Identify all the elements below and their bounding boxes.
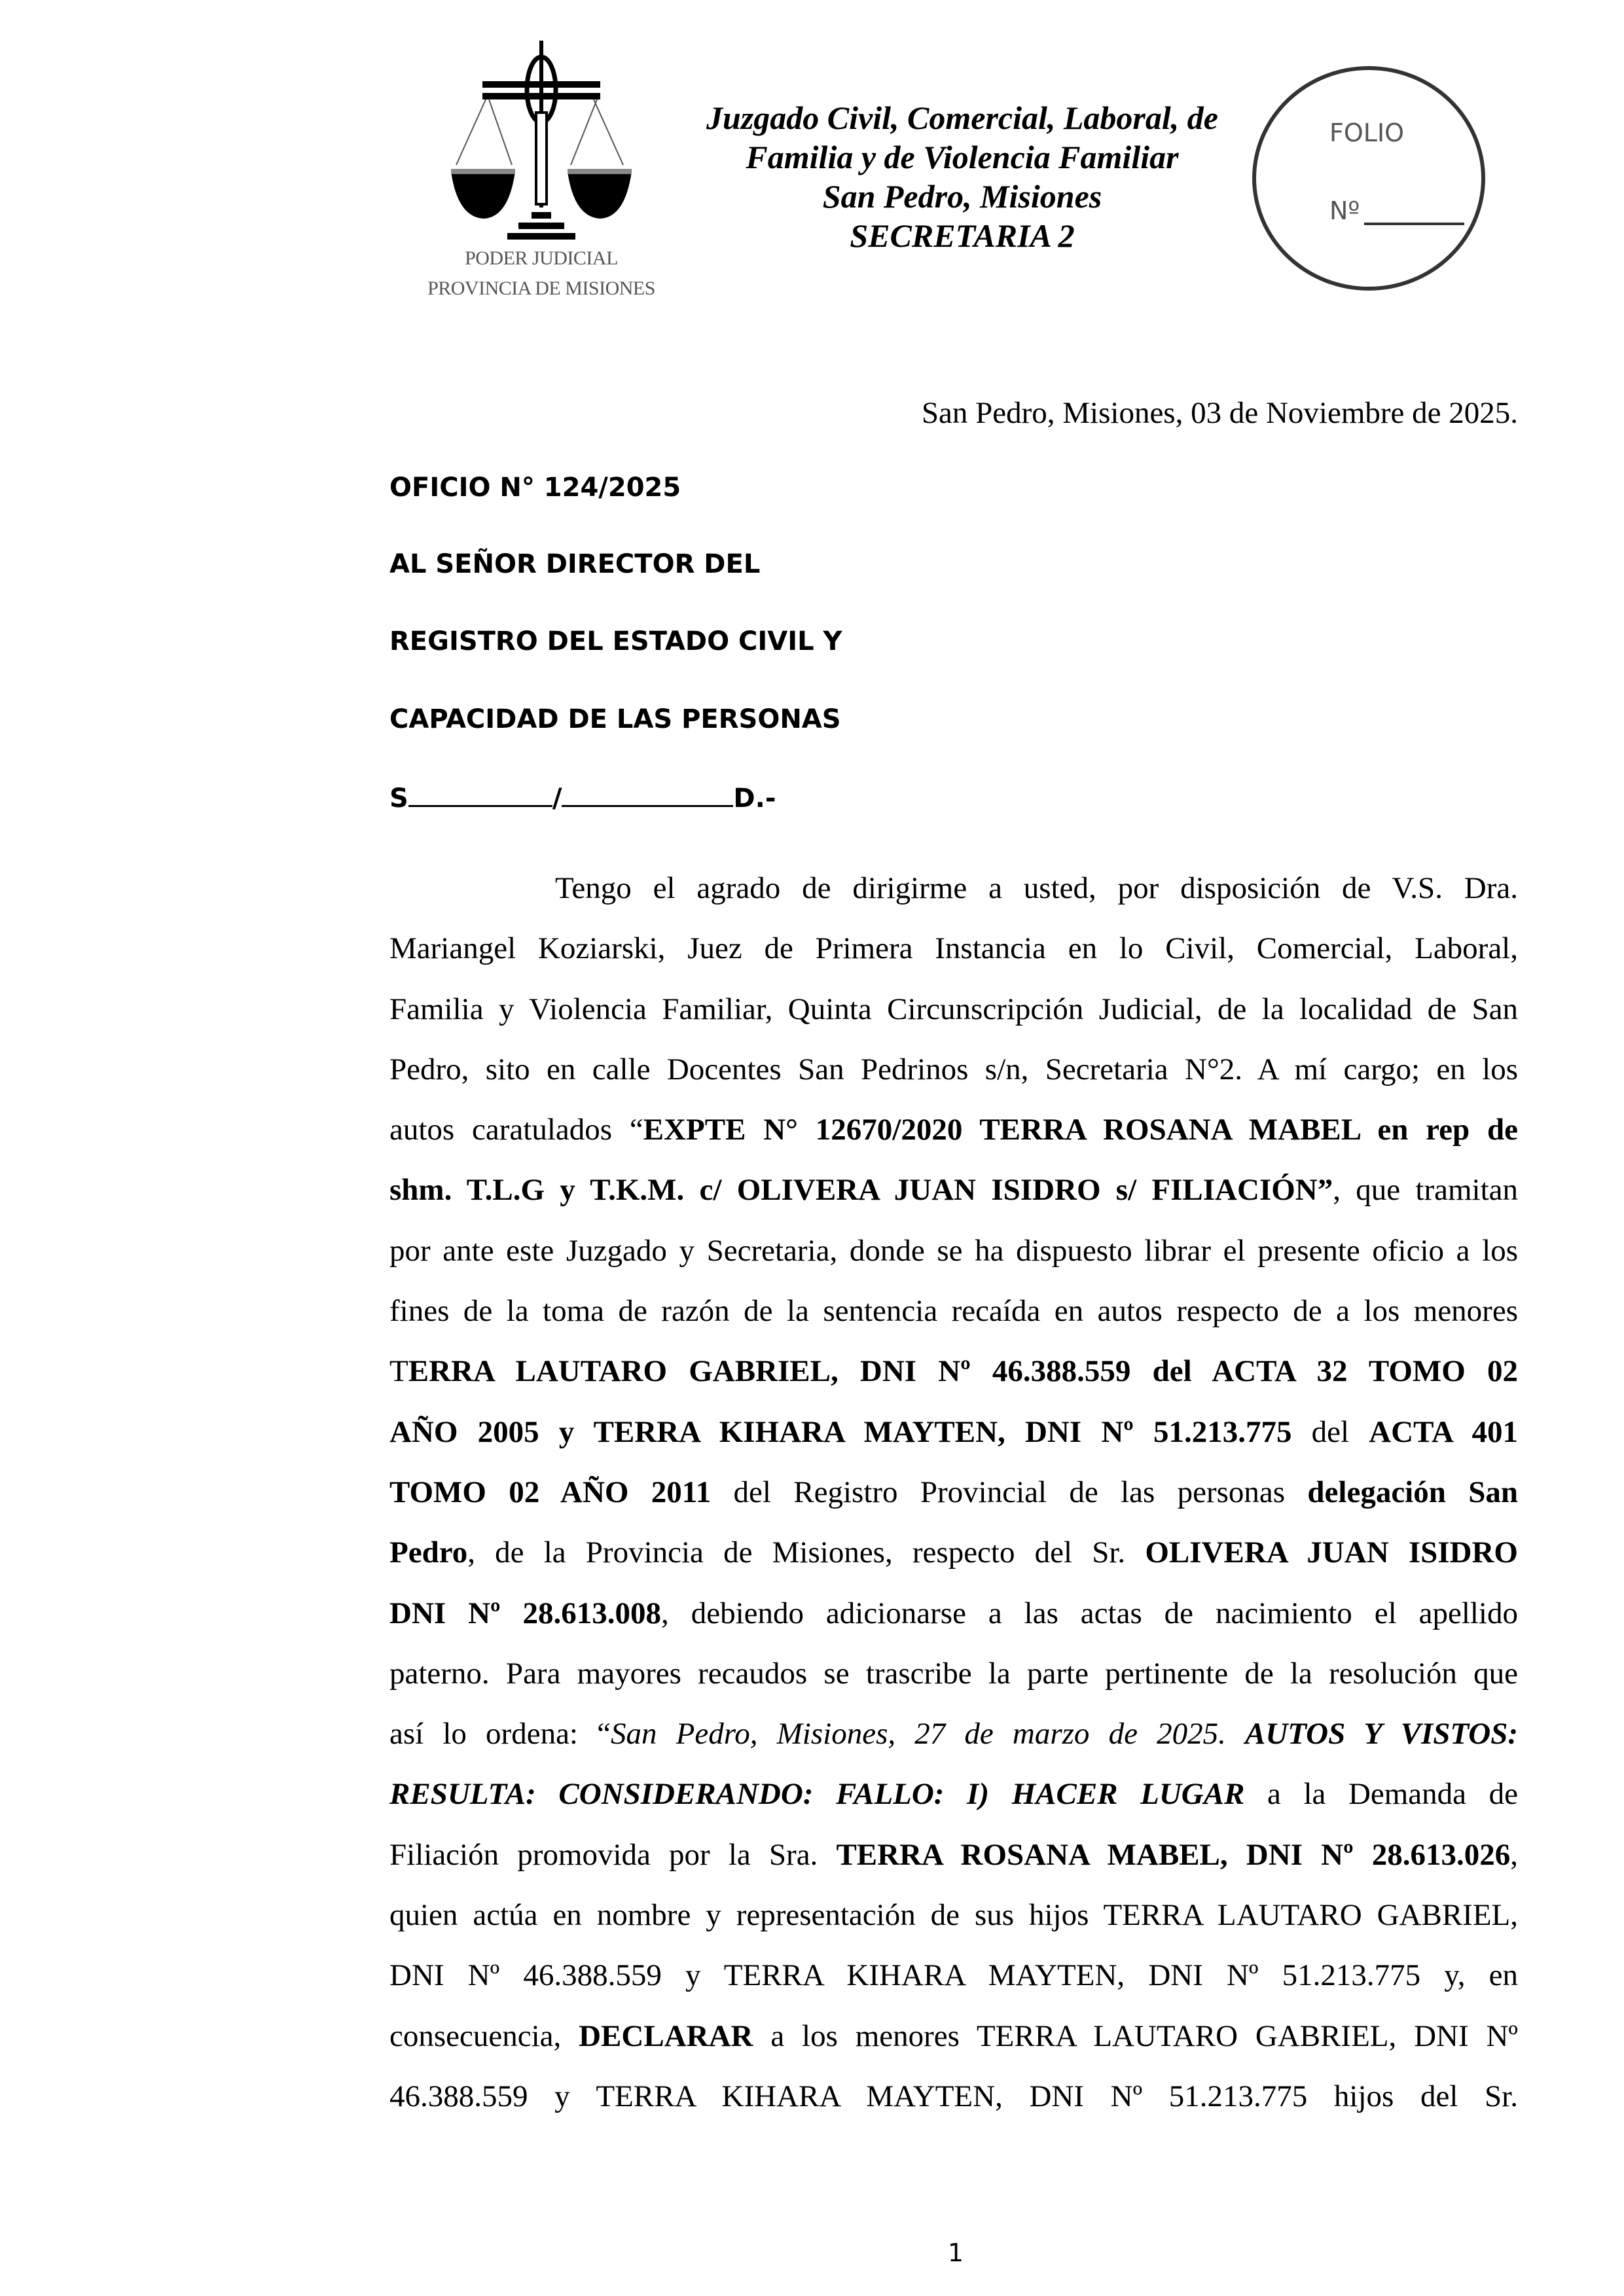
text-segment: delegación San	[1307, 1475, 1518, 1509]
text-segment: OLIVERA JUAN ISIDRO	[1145, 1535, 1518, 1570]
text-segment: AÑO 2005 y TERRA KIHARA MAYTEN, DNI Nº 51.213.775	[389, 1414, 1292, 1449]
body-line	[389, 2073, 1518, 2134]
body-text	[389, 865, 1518, 2134]
court-header	[655, 98, 1270, 255]
addressee-line: REGISTRO DEL ESTADO CIVIL Y	[389, 626, 842, 656]
body-line	[389, 1288, 1518, 1348]
body-line	[389, 1348, 1518, 1408]
text-segment: , debiendo adicionarse a las actas de nacimiento el apellido	[661, 1596, 1518, 1630]
text-segment: , de la Provincia de Misiones, respecto del Sr.	[467, 1535, 1146, 1570]
text-segment: San Pedro, Misiones, 27 de marzo de 2025.	[611, 1717, 1245, 1751]
text-segment: DECLARAR	[579, 2018, 753, 2053]
text-segment: 46.388.559 y TERRA KIHARA MAYTEN, DNI Nº 51.213.775 hijos del Sr.	[389, 2079, 1518, 2113]
body-line	[389, 1892, 1518, 1952]
text-segment: fines de la toma de razón de la sentencia recaída en autos respecto de a los menores	[389, 1294, 1518, 1329]
text-segment: por ante este Juzgado y Secretaria, donde se ha dispuesto librar el presente oficio a los	[389, 1233, 1518, 1268]
body-line	[389, 1832, 1518, 1892]
body-line	[389, 1107, 1518, 1167]
body-line	[389, 2013, 1518, 2073]
body-line	[389, 1167, 1518, 1227]
text-segment: TOMO 02 AÑO 2011	[389, 1475, 712, 1509]
sd-line	[389, 783, 776, 814]
text-segment: , que tramitan	[1333, 1173, 1518, 1208]
body-line	[389, 925, 1518, 986]
folio-stamp	[1252, 66, 1485, 291]
court-name-line: Juzgado Civil, Comercial, Laboral, de	[706, 99, 1218, 136]
text-segment: autos caratulados “	[389, 1113, 643, 1147]
text-segment: así lo ordena: “	[389, 1717, 611, 1751]
text-segment: ACTA 401	[1369, 1414, 1518, 1449]
text-segment: paterno. Para mayores recaudos se trascribe la parte pertinente de la resolución que	[389, 1656, 1518, 1691]
scales-of-justice-icon	[410, 41, 672, 243]
text-segment: a los menores TERRA LAUTARO GABRIEL, DNI Nº	[753, 2018, 1518, 2053]
body-line	[389, 1047, 1518, 1107]
text-segment: DNI Nº 28.613.008	[389, 1596, 662, 1630]
folio-number-label: Nº	[1329, 196, 1360, 225]
body-line	[389, 1590, 1518, 1651]
body-line	[389, 1651, 1518, 1711]
text-segment: ,	[1510, 1837, 1518, 1872]
text-segment: quien actúa en nombre y representación de sus hijos TERRA LAUTARO GABRIEL,	[389, 1898, 1518, 1933]
text-segment: a la Demanda de	[1244, 1777, 1518, 1812]
body-line	[389, 1771, 1518, 1831]
sd-s: S	[389, 783, 408, 814]
logo-text-line1: PODER JUDICIAL	[465, 247, 618, 269]
logo-text-line2: PROVINCIA DE MISIONES	[427, 278, 655, 299]
text-segment: DNI Nº 46.388.559 y TERRA KIHARA MAYTEN, DNI Nº 51.213.775 y, en	[389, 1958, 1518, 1993]
text-segment: RESULTA: CONSIDERANDO: FALLO: I) HACER LUGAR	[389, 1777, 1245, 1812]
date-line: San Pedro, Misiones, 03 de Noviembre de 2025.	[921, 396, 1518, 430]
addressee-line: AL SEÑOR DIRECTOR DEL	[389, 549, 761, 579]
folio-label: FOLIO	[1329, 118, 1405, 147]
text-segment: ERRA LAUTARO GABRIEL, DNI Nº 46.388.559 del ACTA 32 TOMO 02	[408, 1354, 1518, 1389]
text-segment: EXPTE N° 12670/2020 TERRA ROSANA MABEL en rep de	[643, 1113, 1518, 1147]
body-line	[389, 1469, 1518, 1530]
oficio-number: OFICIO N° 124/2025	[389, 473, 681, 503]
sd-slash: /	[552, 783, 562, 814]
body-line	[389, 865, 1518, 925]
text-segment: Filiación promovida por la Sra.	[389, 1837, 837, 1872]
sd-blank	[562, 783, 733, 807]
text-segment: Mariangel Koziarski, Juez de Primera Instancia en lo Civil, Comercial, Laboral,	[389, 931, 1518, 966]
text-segment: consecuencia,	[389, 2018, 579, 2053]
judicial-logo	[410, 41, 672, 299]
sd-d: D.-	[733, 783, 776, 814]
text-segment: TERRA ROSANA MABEL, DNI Nº 28.613.026	[836, 1837, 1511, 1872]
page-number: 1	[947, 2238, 964, 2267]
sd-blank	[408, 783, 552, 807]
court-name-line: Familia y de Violencia Familiar	[746, 139, 1179, 175]
text-segment: T	[389, 1354, 408, 1389]
court-location: San Pedro, Misiones	[822, 178, 1102, 215]
text-segment: Pedro	[389, 1535, 468, 1570]
text-segment: del	[1291, 1414, 1369, 1449]
court-secretaria: SECRETARIA 2	[850, 217, 1075, 254]
body-line	[389, 1952, 1518, 2013]
text-segment: Tengo el agrado de dirigirme a usted, por disposición de V.S. Dra.	[555, 871, 1518, 905]
body-line	[389, 1409, 1518, 1469]
body-line	[389, 1711, 1518, 1771]
text-segment: shm. T.L.G y T.K.M. c/ OLIVERA JUAN ISIDRO s/ FILIACIÓN”	[389, 1173, 1333, 1208]
text-segment: AUTOS Y VISTOS:	[1244, 1717, 1518, 1751]
body-line	[389, 1530, 1518, 1590]
addressee-line: CAPACIDAD DE LAS PERSONAS	[389, 704, 841, 734]
text-segment: Pedro, sito en calle Docentes San Pedrinos s/n, Secretaria N°2. A mí cargo; en los	[389, 1052, 1518, 1086]
text-segment: del Registro Provincial de las personas	[711, 1475, 1308, 1509]
text-segment: Familia y Violencia Familiar, Quinta Circunscripción Judicial, de la localidad de San	[389, 992, 1518, 1026]
body-line	[389, 1228, 1518, 1288]
body-line	[389, 986, 1518, 1047]
folio-number-blank	[1364, 223, 1464, 225]
